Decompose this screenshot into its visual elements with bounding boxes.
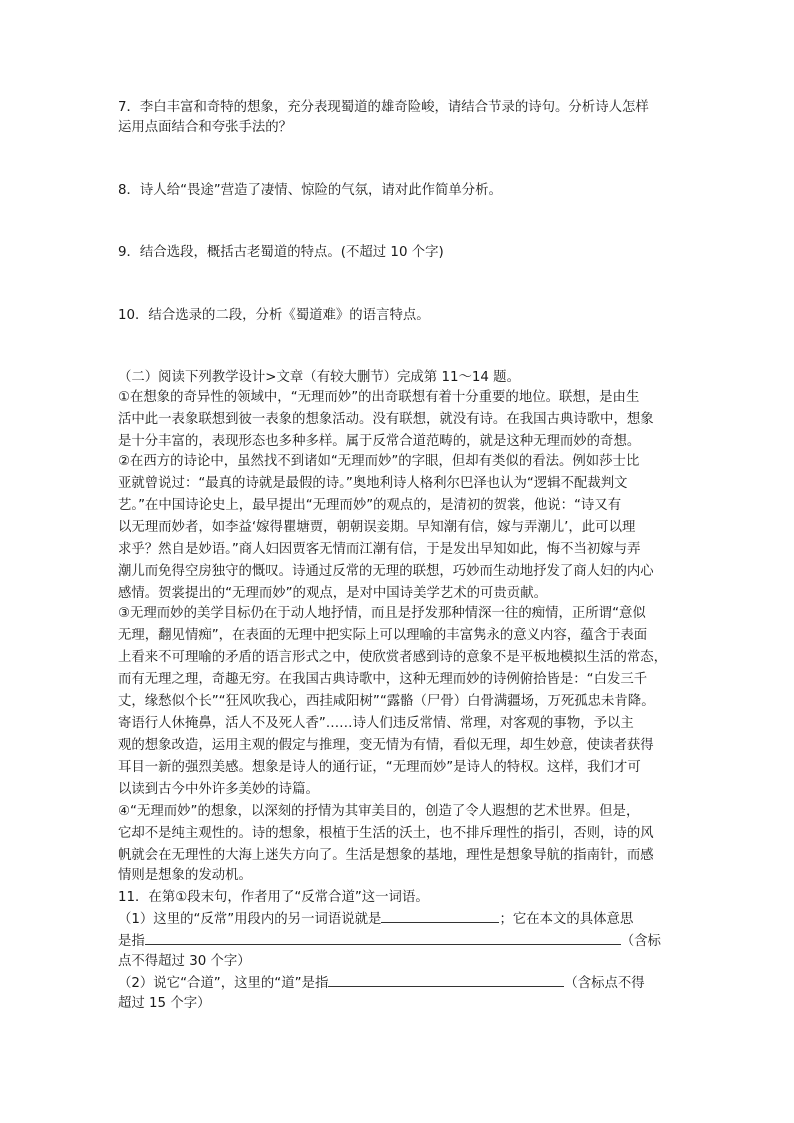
answer-blank-3[interactable] bbox=[328, 972, 564, 987]
passage-line: 它却不是纯主观性的。诗的想象，根植于生活的沃土，也不排斥理性的指引，否则，诗的风 bbox=[118, 826, 654, 841]
passage-line: 是十分丰富的，表现形态也多种多样。属于反常合道范畴的，就是这种无理而妙的奇想。 bbox=[118, 434, 641, 449]
question-11-sub-1-cont bbox=[118, 930, 661, 952]
passage-line: 而有无理之理，奇趣无穷。在我国古典诗歌中，这种无理而妙的诗例俯拾皆是：“白发三千 bbox=[118, 672, 648, 687]
passage-line: 观的想象改造，运用主观的假定与推理，变无情为有情，看似无理，却生妙意，使读者获得 bbox=[118, 738, 654, 753]
passage-line: 情则是想象的发动机。 bbox=[118, 868, 252, 883]
question-9: 9．结合选段，概括古老蜀道的特点。(不超过 10 个字) bbox=[118, 245, 444, 260]
passage-line: 亚就曾说过：“最真的诗就是最假的诗。”奥地利诗人格利尔巴泽也认为“逻辑不配裁判文 bbox=[118, 476, 628, 491]
question-7-line-2: 运用点面结合和夸张手法的？ bbox=[118, 120, 293, 135]
section-2-heading: （二）阅读下列教学设计>文章（有较大删节）完成第 11～14 题。 bbox=[118, 370, 520, 385]
passage-line: 帆就会在无理性的大海上迷失方向了。生活是想象的基地，理性是想象导航的指南针，而感 bbox=[118, 848, 654, 863]
question-8: 8．诗人给“畏途”营造了凄情、惊险的气氛，请对此作简单分析。 bbox=[118, 183, 502, 198]
question-11-sub-2 bbox=[118, 972, 645, 994]
passage-line: 丈，缘愁似个长”“狂风吹我心，西挂咸阳树”“露骼（尸骨）白骨满疆场，万死孤忠未肯降。 bbox=[118, 694, 655, 709]
question-11-sub-2-text-b: （含标点不得 bbox=[564, 976, 645, 991]
passage-line: 无理，翻见情痴”，在表面的无理中把实际上可以理喻的丰富隽永的意义内容，蕴含于表面 bbox=[118, 628, 648, 643]
question-11-sub-1-text-b: ；它在本文的具体意思 bbox=[499, 912, 634, 927]
passage-line: 艺。”在中国诗论史上，最早提出“无理而妙”的观点的，是清初的贺裳，他说：“诗又有 bbox=[118, 498, 622, 513]
question-11-sub-1-end: 点不得超过 30 个字） bbox=[118, 954, 251, 969]
passage-line: ②在西方的诗论中，虽然找不到诸如“无理而妙”的字眼，但却有类似的看法。例如莎士比 bbox=[118, 454, 640, 469]
passage-line: 上看来不可理喻的矛盾的语言形式之中，使欣赏者感到诗的意象不是平板地模拟生活的常态， bbox=[118, 650, 668, 665]
question-10: 10．结合选录的二段，分析《蜀道难》的语言特点。 bbox=[118, 308, 430, 323]
answer-blank-2[interactable] bbox=[145, 930, 621, 945]
passage-line: 感情。贺裳提出的“无理而妙”的观点，是对中国诗美学艺术的可贵贡献。 bbox=[118, 586, 547, 601]
passage-line: ④“无理而妙”的想象，以深刻的抒情为其审美目的，创造了令人遐想的艺术世界。但是， bbox=[118, 804, 640, 819]
passage-line: 以读到古今中外许多美妙的诗篇。 bbox=[118, 782, 319, 797]
question-11-sub-2-end: 超过 15 个字） bbox=[118, 996, 211, 1011]
question-11-sub-1-text-d: （含标 bbox=[620, 934, 661, 949]
passage-line: 求乎？然自是妙语。”商人妇因贾客无情而江潮有信，于是发出早知如此，悔不当初嫁与弄 bbox=[118, 542, 641, 557]
answer-blank-1[interactable] bbox=[381, 908, 499, 923]
question-7-line-1: 7．李白丰富和奇特的想象，充分表现蜀道的雄奇险峻，请结合节录的诗句。分析诗人怎样 bbox=[118, 100, 649, 115]
passage-line: ③无理而妙的美学目标仍在于动人地抒情，而且是抒发那种情深一往的痴情，正所谓“意似 bbox=[118, 606, 646, 621]
passage-line: 寄语行人休掩鼻，活人不及死人香”……诗人们违反常情、常理，对客观的事物，予以主 bbox=[118, 716, 634, 731]
passage-line: 耳目一新的强烈美感。想象是诗人的通行证，“无理而妙”是诗人的特权。这样，我们才可 bbox=[118, 760, 641, 775]
question-11-sub-1 bbox=[118, 908, 633, 930]
passage-line: 活中此一表象联想到彼一表象的想象活动。没有联想，就没有诗。在我国古典诗歌中，想象 bbox=[118, 412, 654, 427]
passage-line: ①在想象的奇异性的领域中，“无理而妙”的出奇联想有着十分重要的地位。联想，是由生 bbox=[118, 390, 640, 405]
passage-line: 以无理而妙者，如李益‘嫁得瞿塘贾，朝朝误妾期。早知潮有信，嫁与弄潮儿’，此可以理 bbox=[118, 520, 636, 535]
question-11-sub-1-text-c: 是指 bbox=[118, 934, 145, 949]
question-11-stem: 11．在第①段末句，作者用了“反常合道”这一词语。 bbox=[118, 890, 429, 905]
question-11-sub-1-text-a: （1）这里的“反常”用段内的另一词语说就是 bbox=[118, 912, 382, 927]
passage-line: 潮儿而免得空房独守的慨叹。诗通过反常的无理的联想，巧妙而生动地抒发了商人妇的内心 bbox=[118, 564, 654, 579]
question-11-sub-2-text-a: （2）说它“合道”，这里的“道”是指 bbox=[118, 976, 329, 991]
